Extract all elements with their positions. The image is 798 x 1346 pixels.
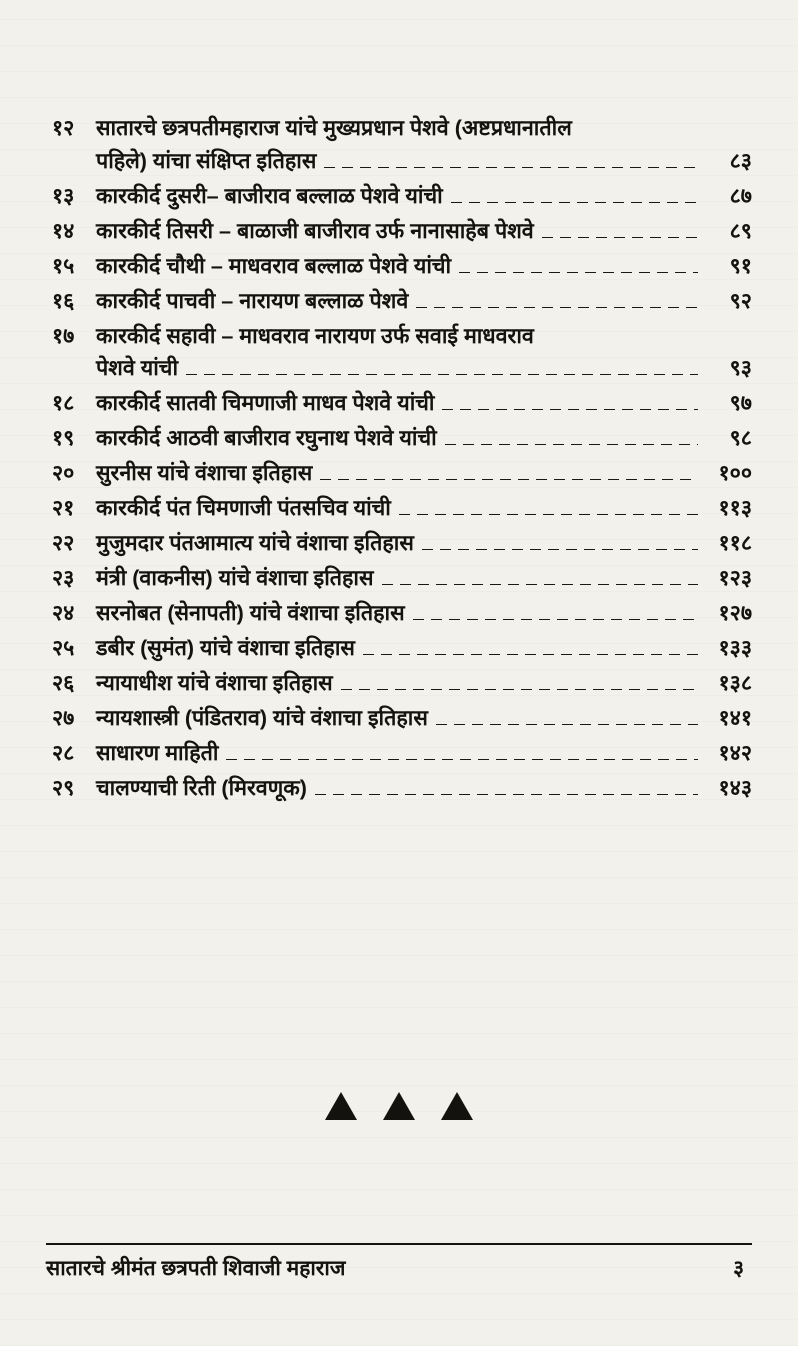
- toc-entry-body: [96, 498, 752, 521]
- toc-entry-body: [96, 183, 752, 209]
- toc-entry-number: २१: [52, 496, 75, 520]
- footer-divider: [46, 1243, 752, 1245]
- toc-entry-title: सुरनीस यांचे वंशाचा इतिहास: [96, 461, 313, 485]
- toc-entry-body: [96, 118, 752, 174]
- triangle-icon: [325, 1092, 357, 1120]
- toc-entry-number: १५: [52, 253, 75, 278]
- toc-entry-page: ८९: [729, 218, 752, 243]
- toc-entry-page: १२३: [718, 566, 752, 590]
- toc-entry-body: [96, 288, 752, 314]
- toc-entry[interactable]: [52, 638, 752, 661]
- toc-leader: [442, 409, 698, 410]
- table-of-contents: [52, 118, 752, 813]
- toc-entry-title: चालण्याची रिती (मिरवणूक): [96, 776, 307, 800]
- toc-entry[interactable]: [52, 463, 752, 486]
- toc-entry[interactable]: [52, 253, 752, 279]
- toc-entry[interactable]: [52, 428, 752, 451]
- toc-entry[interactable]: [52, 603, 752, 626]
- toc-leader: [226, 759, 698, 760]
- toc-entry-body: [96, 253, 752, 279]
- toc-entry[interactable]: [52, 673, 752, 696]
- footer-book-title: सातारचे श्रीमंत छत्रपती शिवाजी महाराज: [46, 1257, 346, 1280]
- toc-entry-number: १९: [52, 426, 75, 450]
- toc-leader: [186, 374, 698, 375]
- toc-entry-title: सातारचे छत्रपतीमहाराज यांचे मुख्यप्रधान पेशवे (अष्टप्रधानातील: [96, 116, 572, 140]
- toc-entry-page: १००: [718, 461, 752, 485]
- toc-entry-page: ८३: [729, 148, 752, 173]
- triangle-ornament: [0, 1092, 798, 1120]
- toc-entry-number: २४: [52, 601, 75, 625]
- toc-entry-page: १४१: [718, 706, 752, 730]
- toc-entry-body: [96, 428, 752, 451]
- toc-entry-title: कारकीर्द सातवी चिमणाजी माधव पेशवे यांची: [96, 391, 435, 415]
- toc-entry-page: ८७: [729, 183, 752, 208]
- toc-entry-title: मंत्री (वाकनीस) यांचे वंशाचा इतिहास: [96, 566, 374, 590]
- toc-entry-title: मुजुमदार पंतआमात्य यांचे वंशाचा इतिहास: [96, 531, 414, 555]
- toc-entry-page: ११३: [718, 496, 752, 520]
- toc-entry-number: २७: [52, 706, 75, 730]
- toc-entry-title: कारकीर्द दुसरी– बाजीराव बल्लाळ पेशवे यांची: [96, 183, 443, 208]
- toc-leader: [459, 272, 698, 273]
- toc-entry-number: २५: [52, 636, 75, 660]
- toc-entry[interactable]: [52, 288, 752, 314]
- toc-entry[interactable]: [52, 708, 752, 731]
- toc-entry-page: ९७: [729, 391, 752, 415]
- toc-leader: [382, 584, 698, 585]
- toc-entry-page: ९३: [729, 356, 752, 380]
- toc-entry-body: [96, 778, 752, 801]
- toc-entry-title: कारकीर्द चौथी – माधवराव बल्लाळ पेशवे यांची: [96, 253, 452, 278]
- toc-entry[interactable]: [52, 498, 752, 521]
- toc-entry-page: १४२: [718, 741, 752, 765]
- toc-entry[interactable]: [52, 568, 752, 591]
- toc-entry-number: १४: [52, 218, 75, 243]
- toc-entry-body: [96, 638, 752, 661]
- toc-entry-number: २३: [52, 566, 75, 590]
- toc-entry[interactable]: [52, 218, 752, 244]
- toc-leader: [320, 479, 698, 480]
- toc-entry-title-cont: पेशवे यांची: [96, 356, 179, 380]
- toc-entry-number: १७: [52, 323, 75, 348]
- toc-entry-number: १६: [52, 288, 75, 313]
- toc-entry-body: [96, 393, 752, 416]
- toc-entry-number: १३: [52, 183, 75, 208]
- toc-entry-page: ११८: [718, 531, 752, 555]
- toc-entry-page: १४३: [718, 776, 752, 800]
- toc-leader: [416, 307, 698, 308]
- toc-entry-body: [96, 463, 752, 486]
- toc-entry-page: १२७: [718, 601, 752, 625]
- toc-entry[interactable]: [52, 778, 752, 801]
- page-footer: [46, 1254, 752, 1282]
- toc-entry-body: [96, 533, 752, 556]
- toc-entry-number: २९: [52, 776, 75, 800]
- toc-entry-body: [96, 323, 752, 382]
- toc-entry-page: १३८: [718, 671, 752, 695]
- toc-entry-number: २८: [52, 741, 75, 765]
- toc-entry-body: [96, 743, 752, 766]
- toc-leader: [445, 444, 698, 445]
- toc-entry-title: सरनोबत (सेनापती) यांचे वंशाचा इतिहास: [96, 601, 405, 625]
- triangle-icon: [441, 1092, 473, 1120]
- toc-entry[interactable]: [52, 533, 752, 556]
- toc-entry-number: २६: [52, 671, 75, 695]
- toc-entry-number: १२: [52, 116, 75, 140]
- toc-entry-body: [96, 603, 752, 626]
- toc-entry-title: कारकीर्द पंत चिमणाजी पंतसचिव यांची: [96, 496, 391, 520]
- toc-leader: [451, 202, 698, 203]
- toc-entry-page: ९१: [729, 253, 752, 278]
- toc-entry-title: डबीर (सुमंत) यांचे वंशाचा इतिहास: [96, 636, 355, 660]
- toc-entry-title: कारकीर्द पाचवी – नारायण बल्लाळ पेशवे: [96, 288, 409, 313]
- toc-entry-title: न्यायशास्त्री (पंडितराव) यांचे वंशाचा इतिहास: [96, 706, 428, 730]
- toc-entry-page: ९२: [729, 288, 752, 313]
- toc-leader: [324, 167, 698, 168]
- toc-leader: [413, 619, 698, 620]
- toc-entry[interactable]: [52, 393, 752, 416]
- footer-page-number: ३: [733, 1257, 744, 1280]
- toc-entry[interactable]: [52, 743, 752, 766]
- toc-leader: [436, 724, 698, 725]
- toc-leader: [341, 689, 698, 690]
- toc-entry-body: [96, 673, 752, 696]
- toc-entry-number: १८: [52, 391, 75, 415]
- toc-entry-title: कारकीर्द सहावी – माधवराव नारायण उर्फ सवाई माधवराव: [96, 323, 534, 348]
- toc-entry-title: कारकीर्द आठवी बाजीराव रघुनाथ पेशवे यांची: [96, 426, 437, 450]
- toc-leader: [399, 514, 698, 515]
- toc-leader: [363, 654, 698, 655]
- toc-leader: [542, 237, 698, 238]
- toc-entry-number: २२: [52, 531, 75, 555]
- toc-entry[interactable]: [52, 183, 752, 209]
- toc-entry-body: [96, 218, 752, 244]
- toc-entry-body: [96, 568, 752, 591]
- toc-entry-title: साधारण माहिती: [96, 741, 219, 765]
- toc-entry-title: न्यायाधीश यांचे वंशाचा इतिहास: [96, 671, 333, 695]
- toc-entry[interactable]: [52, 323, 752, 382]
- toc-entry-page: १३३: [718, 636, 752, 660]
- toc-entry-title: कारकीर्द तिसरी – बाळाजी बाजीराव उर्फ नानासाहेब पेशवे: [96, 218, 534, 243]
- toc-entry[interactable]: [52, 118, 752, 174]
- toc-entry-body: [96, 708, 752, 731]
- triangle-icon: [383, 1092, 415, 1120]
- toc-entry-page: ९८: [729, 426, 752, 450]
- toc-leader: [315, 794, 698, 795]
- toc-leader: [422, 549, 698, 550]
- toc-entry-title-cont: पहिले) यांचा संक्षिप्त इतिहास: [96, 148, 317, 173]
- toc-entry-number: २०: [52, 461, 75, 485]
